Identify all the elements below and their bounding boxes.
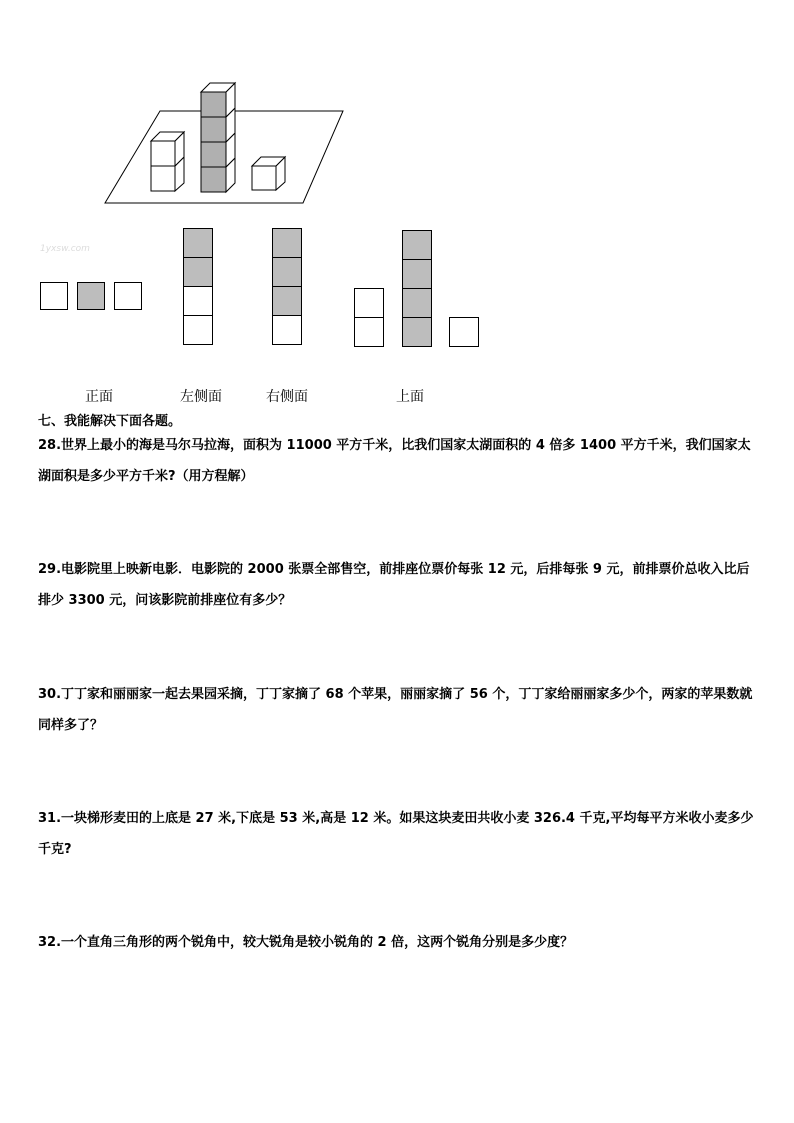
left-view-label: 左侧面 bbox=[180, 389, 222, 405]
question-28 bbox=[38, 430, 760, 492]
question-text: 一个直角三角形的两个锐角中，较大锐角是较小锐角的 2 倍，这两个锐角分别是多少度？ bbox=[61, 935, 574, 950]
right-square bbox=[272, 315, 302, 345]
question-text: 丁丁家和丽丽家一起去果园采摘，丁丁家摘了 68 个苹果，丽丽家摘了 56 个，丁丁家给丽丽家多少个，两家的苹果数就同样多了？ bbox=[38, 687, 753, 733]
top-square bbox=[354, 317, 384, 347]
watermark: 1yxsw.com bbox=[40, 244, 90, 254]
top-square bbox=[449, 317, 479, 347]
question-number: 29. bbox=[38, 562, 62, 577]
right-square-shaded bbox=[272, 228, 302, 258]
cube-stack-right bbox=[252, 157, 285, 190]
top-square-shaded bbox=[402, 317, 432, 347]
left-square bbox=[183, 315, 213, 345]
question-text: 一块梯形麦田的上底是 27 米,下底是 53 米,高是 12 米。如果这块麦田共收小麦 326.4 千克,平均每平方米收小麦多少千克? bbox=[38, 811, 754, 857]
question-number: 30. bbox=[38, 687, 62, 702]
front-square bbox=[40, 282, 68, 310]
section-title: 七、我能解决下面各题。 bbox=[38, 414, 182, 429]
question-31 bbox=[38, 803, 760, 865]
question-number: 28. bbox=[38, 438, 62, 453]
left-square bbox=[183, 286, 213, 316]
left-square-shaded bbox=[183, 228, 213, 258]
cube-stack-middle bbox=[201, 83, 235, 192]
right-view-label: 右侧面 bbox=[266, 389, 308, 405]
left-square-shaded bbox=[183, 257, 213, 287]
question-29 bbox=[38, 554, 760, 616]
question-30 bbox=[38, 679, 760, 741]
question-number: 32. bbox=[38, 935, 62, 950]
cube-stack-left bbox=[151, 132, 184, 191]
front-square bbox=[114, 282, 142, 310]
question-number: 31. bbox=[38, 811, 62, 826]
top-square-shaded bbox=[402, 259, 432, 289]
cube-stack-figure bbox=[0, 0, 794, 215]
top-square-shaded bbox=[402, 288, 432, 318]
front-square-shaded bbox=[77, 282, 105, 310]
top-square bbox=[354, 288, 384, 318]
right-square-shaded bbox=[272, 257, 302, 287]
top-square-shaded bbox=[402, 230, 432, 260]
top-view-label: 上面 bbox=[396, 389, 424, 405]
right-square-shaded bbox=[272, 286, 302, 316]
question-text: 世界上最小的海是马尔马拉海，面积为 11000 平方千米，比我们国家太湖面积的 4 倍多 1400 平方千米，我们国家太湖面积是多少平方千米?（用方程解） bbox=[38, 438, 751, 484]
question-text: 电影院里上映新电影．电影院的 2000 张票全部售空，前排座位票价每张 12 元，后排每张 9 元，前排票价总收入比后排少 3300 元，问该影院前排座位有多少？ bbox=[38, 562, 750, 608]
front-view-label: 正面 bbox=[85, 389, 113, 405]
question-32 bbox=[38, 927, 760, 958]
